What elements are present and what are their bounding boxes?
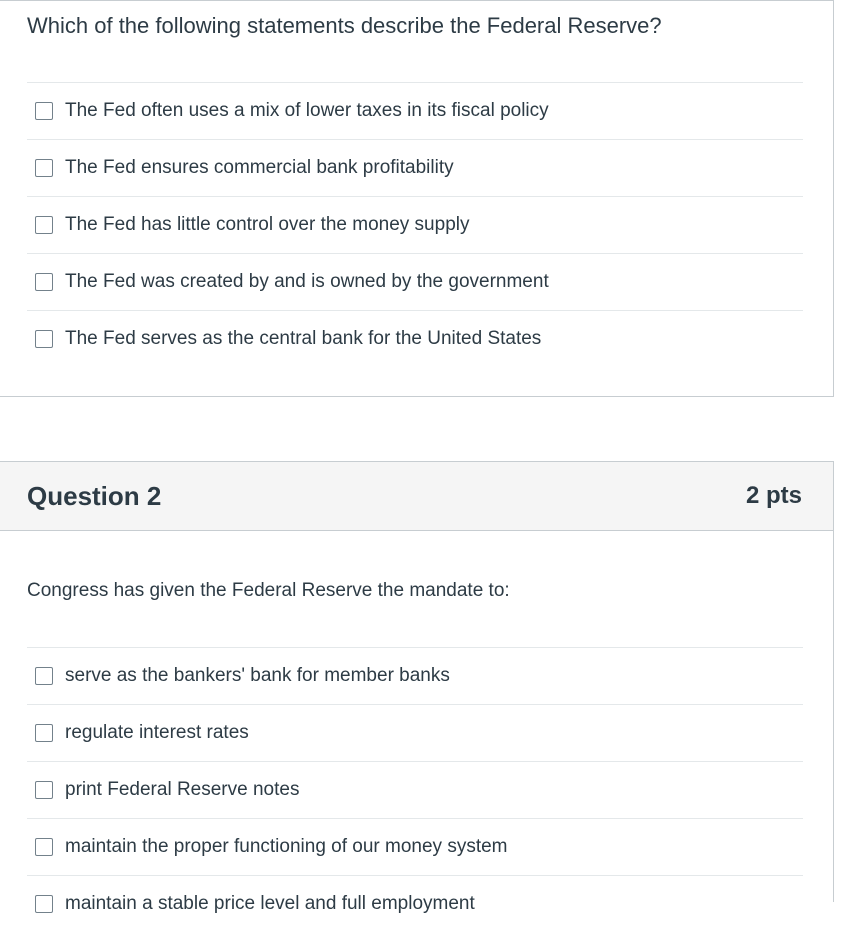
answer-option[interactable]: [27, 761, 803, 818]
checkbox-icon[interactable]: [35, 724, 53, 742]
checkbox-icon[interactable]: [35, 781, 53, 799]
answer-option[interactable]: [27, 253, 803, 310]
answer-option[interactable]: [27, 875, 803, 932]
checkbox-icon[interactable]: [35, 273, 53, 291]
question-2-card: [0, 461, 834, 914]
question-2-header: [0, 462, 833, 531]
question-points: 2 pts: [745, 482, 802, 509]
answer-label: regulate interest rates: [65, 722, 249, 743]
answer-label: maintain a stable price level and full employment: [65, 893, 475, 914]
question-title: Question 2: [27, 480, 162, 511]
checkbox-icon[interactable]: [35, 667, 53, 685]
answer-option[interactable]: [27, 196, 803, 253]
answer-label: The Fed has little control over the money supply: [65, 214, 470, 235]
answer-label: The Fed was created by and is owned by the government: [65, 271, 549, 292]
answer-label: The Fed ensures commercial bank profitability: [65, 157, 454, 178]
question-1-card: [0, 0, 834, 397]
answer-option[interactable]: [27, 310, 803, 367]
checkbox-icon[interactable]: [35, 838, 53, 856]
checkbox-icon[interactable]: [35, 330, 53, 348]
question-2-answers: [27, 647, 803, 932]
answer-label: maintain the proper functioning of our money system: [65, 836, 508, 857]
answer-option[interactable]: [27, 647, 803, 704]
checkbox-icon[interactable]: [35, 102, 53, 120]
answer-label: The Fed serves as the central bank for the United States: [65, 328, 542, 349]
answer-option[interactable]: [27, 82, 803, 139]
question-1-text: Which of the following statements describe the Federal Reserve?: [27, 13, 662, 38]
checkbox-icon[interactable]: [35, 159, 53, 177]
answer-option[interactable]: [27, 139, 803, 196]
question-2-text: Congress has given the Federal Reserve the mandate to:: [27, 580, 510, 601]
answer-label: serve as the bankers' bank for member banks: [65, 665, 450, 686]
answer-label: print Federal Reserve notes: [65, 779, 300, 800]
checkbox-icon[interactable]: [35, 216, 53, 234]
answer-label: The Fed often uses a mix of lower taxes in its fiscal policy: [65, 100, 549, 121]
checkbox-icon[interactable]: [35, 895, 53, 913]
answer-option[interactable]: [27, 818, 803, 875]
answer-option[interactable]: [27, 704, 803, 761]
question-1-answers: [27, 82, 803, 367]
